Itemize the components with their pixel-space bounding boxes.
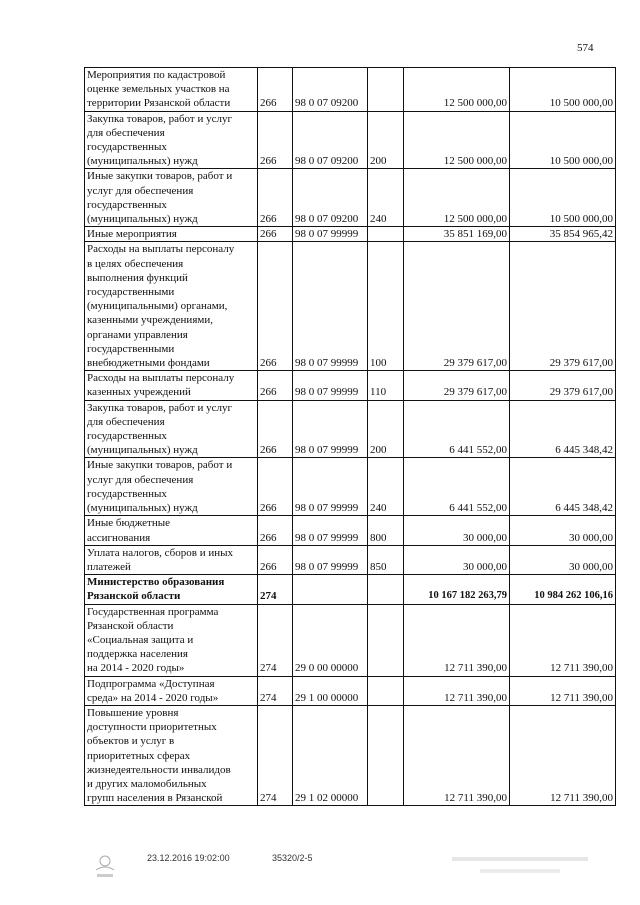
cell-name: Государственная программа Рязанской области «Социальная защита и поддержка населения на 2014 - 2020 годы»: [85, 604, 258, 676]
cell-target-article: 98 0 07 99999: [293, 458, 368, 516]
cell-target-article: 98 0 07 99999: [293, 371, 368, 400]
cell-ministry-code: 274: [258, 705, 293, 805]
table-row: [85, 705, 616, 805]
cell-name: Закупка товаров, работ и услуг для обеспечения государственных (муниципальных) нужд: [85, 400, 258, 458]
emblem-icon: [92, 852, 118, 880]
cell-expense-type: 850: [368, 545, 404, 574]
cell-amount-year2: 30 000,00: [510, 516, 616, 545]
cell-name: Иные закупки товаров, работ и услуг для обеспечения государственных (муниципальных) нужд: [85, 458, 258, 516]
cell-ministry-code: 266: [258, 516, 293, 545]
table-row: [85, 227, 616, 242]
cell-amount-year2: 12 711 390,00: [510, 676, 616, 705]
cell-name: Подпрограмма «Доступная среда» на 2014 - 2020 годы»: [85, 676, 258, 705]
cell-amount-year2: 10 984 262 106,16: [510, 575, 616, 604]
table-row: [85, 169, 616, 227]
cell-name: Иные закупки товаров, работ и услуг для обеспечения государственных (муниципальных) нужд: [85, 169, 258, 227]
cell-ministry-code: 266: [258, 371, 293, 400]
cell-expense-type: [368, 705, 404, 805]
table-row: [85, 111, 616, 169]
cell-name: Министерство образования Рязанской области: [85, 575, 258, 604]
budget-table: [84, 67, 616, 806]
budget-table-body: [85, 68, 616, 806]
page-number: 574: [577, 42, 594, 54]
cell-amount-year2: 30 000,00: [510, 545, 616, 574]
cell-expense-type: 200: [368, 400, 404, 458]
cell-name: Иные бюджетные ассигнования: [85, 516, 258, 545]
cell-amount-year2: 6 445 348,42: [510, 400, 616, 458]
faded-stamp-icon: [450, 851, 590, 881]
cell-name: Уплата налогов, сборов и иных платежей: [85, 545, 258, 574]
cell-amount-year1: 30 000,00: [404, 516, 510, 545]
cell-name: Иные мероприятия: [85, 227, 258, 242]
cell-target-article: 98 0 07 09200: [293, 68, 368, 112]
cell-amount-year1: 12 500 000,00: [404, 68, 510, 112]
cell-amount-year1: 12 711 390,00: [404, 705, 510, 805]
cell-amount-year2: 29 379 617,00: [510, 371, 616, 400]
cell-target-article: 98 0 07 99999: [293, 242, 368, 371]
cell-ministry-code: 274: [258, 575, 293, 604]
cell-target-article: 98 0 07 99999: [293, 545, 368, 574]
cell-ministry-code: 266: [258, 68, 293, 112]
cell-target-article: 29 0 00 00000: [293, 604, 368, 676]
cell-amount-year2: 12 711 390,00: [510, 604, 616, 676]
cell-amount-year1: 6 441 552,00: [404, 400, 510, 458]
table-row: [85, 371, 616, 400]
cell-target-article: [293, 575, 368, 604]
cell-ministry-code: 266: [258, 400, 293, 458]
table-row: [85, 604, 616, 676]
cell-amount-year2: 35 854 965,42: [510, 227, 616, 242]
cell-ministry-code: 274: [258, 604, 293, 676]
cell-ministry-code: 266: [258, 111, 293, 169]
cell-target-article: 98 0 07 99999: [293, 400, 368, 458]
footer-datetime: 23.12.2016 19:02:00: [147, 853, 230, 863]
cell-amount-year1: 30 000,00: [404, 545, 510, 574]
cell-target-article: 29 1 02 00000: [293, 705, 368, 805]
cell-name: Повышение уровня доступности приоритетных объектов и услуг в приоритетных сферах жизнедеятельности инвалидов и других маломобильных групп населения в Рязанской: [85, 705, 258, 805]
cell-ministry-code: 266: [258, 545, 293, 574]
cell-amount-year1: 12 500 000,00: [404, 111, 510, 169]
cell-expense-type: [368, 227, 404, 242]
table-row: [85, 516, 616, 545]
cell-expense-type: 100: [368, 242, 404, 371]
cell-amount-year2: 29 379 617,00: [510, 242, 616, 371]
table-row: [85, 242, 616, 371]
cell-name: Расходы на выплаты персоналу в целях обеспечения выполнения функций государственными (муниципальными) органами, казенными учреждениями, органами управления государственными внебюджетными фондами: [85, 242, 258, 371]
cell-target-article: 29 1 00 00000: [293, 676, 368, 705]
cell-ministry-code: 266: [258, 458, 293, 516]
cell-target-article: 98 0 07 09200: [293, 111, 368, 169]
cell-amount-year2: 12 711 390,00: [510, 705, 616, 805]
table-row: [85, 400, 616, 458]
cell-amount-year1: 29 379 617,00: [404, 371, 510, 400]
cell-amount-year1: 12 711 390,00: [404, 604, 510, 676]
cell-amount-year1: 35 851 169,00: [404, 227, 510, 242]
footer-doc-code: 35320/2-5: [272, 853, 313, 863]
cell-amount-year1: 12 500 000,00: [404, 169, 510, 227]
table-row: [85, 545, 616, 574]
cell-amount-year1: 6 441 552,00: [404, 458, 510, 516]
cell-name: Закупка товаров, работ и услуг для обеспечения государственных (муниципальных) нужд: [85, 111, 258, 169]
cell-amount-year1: 10 167 182 263,79: [404, 575, 510, 604]
cell-ministry-code: 274: [258, 676, 293, 705]
cell-expense-type: [368, 676, 404, 705]
cell-target-article: 98 0 07 99999: [293, 227, 368, 242]
cell-expense-type: 240: [368, 458, 404, 516]
cell-expense-type: [368, 68, 404, 112]
cell-expense-type: [368, 604, 404, 676]
cell-amount-year1: 12 711 390,00: [404, 676, 510, 705]
cell-expense-type: 240: [368, 169, 404, 227]
cell-ministry-code: 266: [258, 242, 293, 371]
cell-expense-type: 800: [368, 516, 404, 545]
cell-expense-type: 110: [368, 371, 404, 400]
cell-amount-year1: 29 379 617,00: [404, 242, 510, 371]
cell-name: Мероприятия по кадастровой оценке земельных участков на территории Рязанской области: [85, 68, 258, 112]
cell-target-article: 98 0 07 09200: [293, 169, 368, 227]
cell-amount-year2: 6 445 348,42: [510, 458, 616, 516]
table-row: [85, 68, 616, 112]
cell-target-article: 98 0 07 99999: [293, 516, 368, 545]
table-row: [85, 458, 616, 516]
cell-expense-type: 200: [368, 111, 404, 169]
cell-name: Расходы на выплаты персоналу казенных учреждений: [85, 371, 258, 400]
table-row: [85, 575, 616, 604]
cell-ministry-code: 266: [258, 169, 293, 227]
cell-amount-year2: 10 500 000,00: [510, 68, 616, 112]
cell-ministry-code: 266: [258, 227, 293, 242]
cell-expense-type: [368, 575, 404, 604]
table-row: [85, 676, 616, 705]
cell-amount-year2: 10 500 000,00: [510, 111, 616, 169]
cell-amount-year2: 10 500 000,00: [510, 169, 616, 227]
